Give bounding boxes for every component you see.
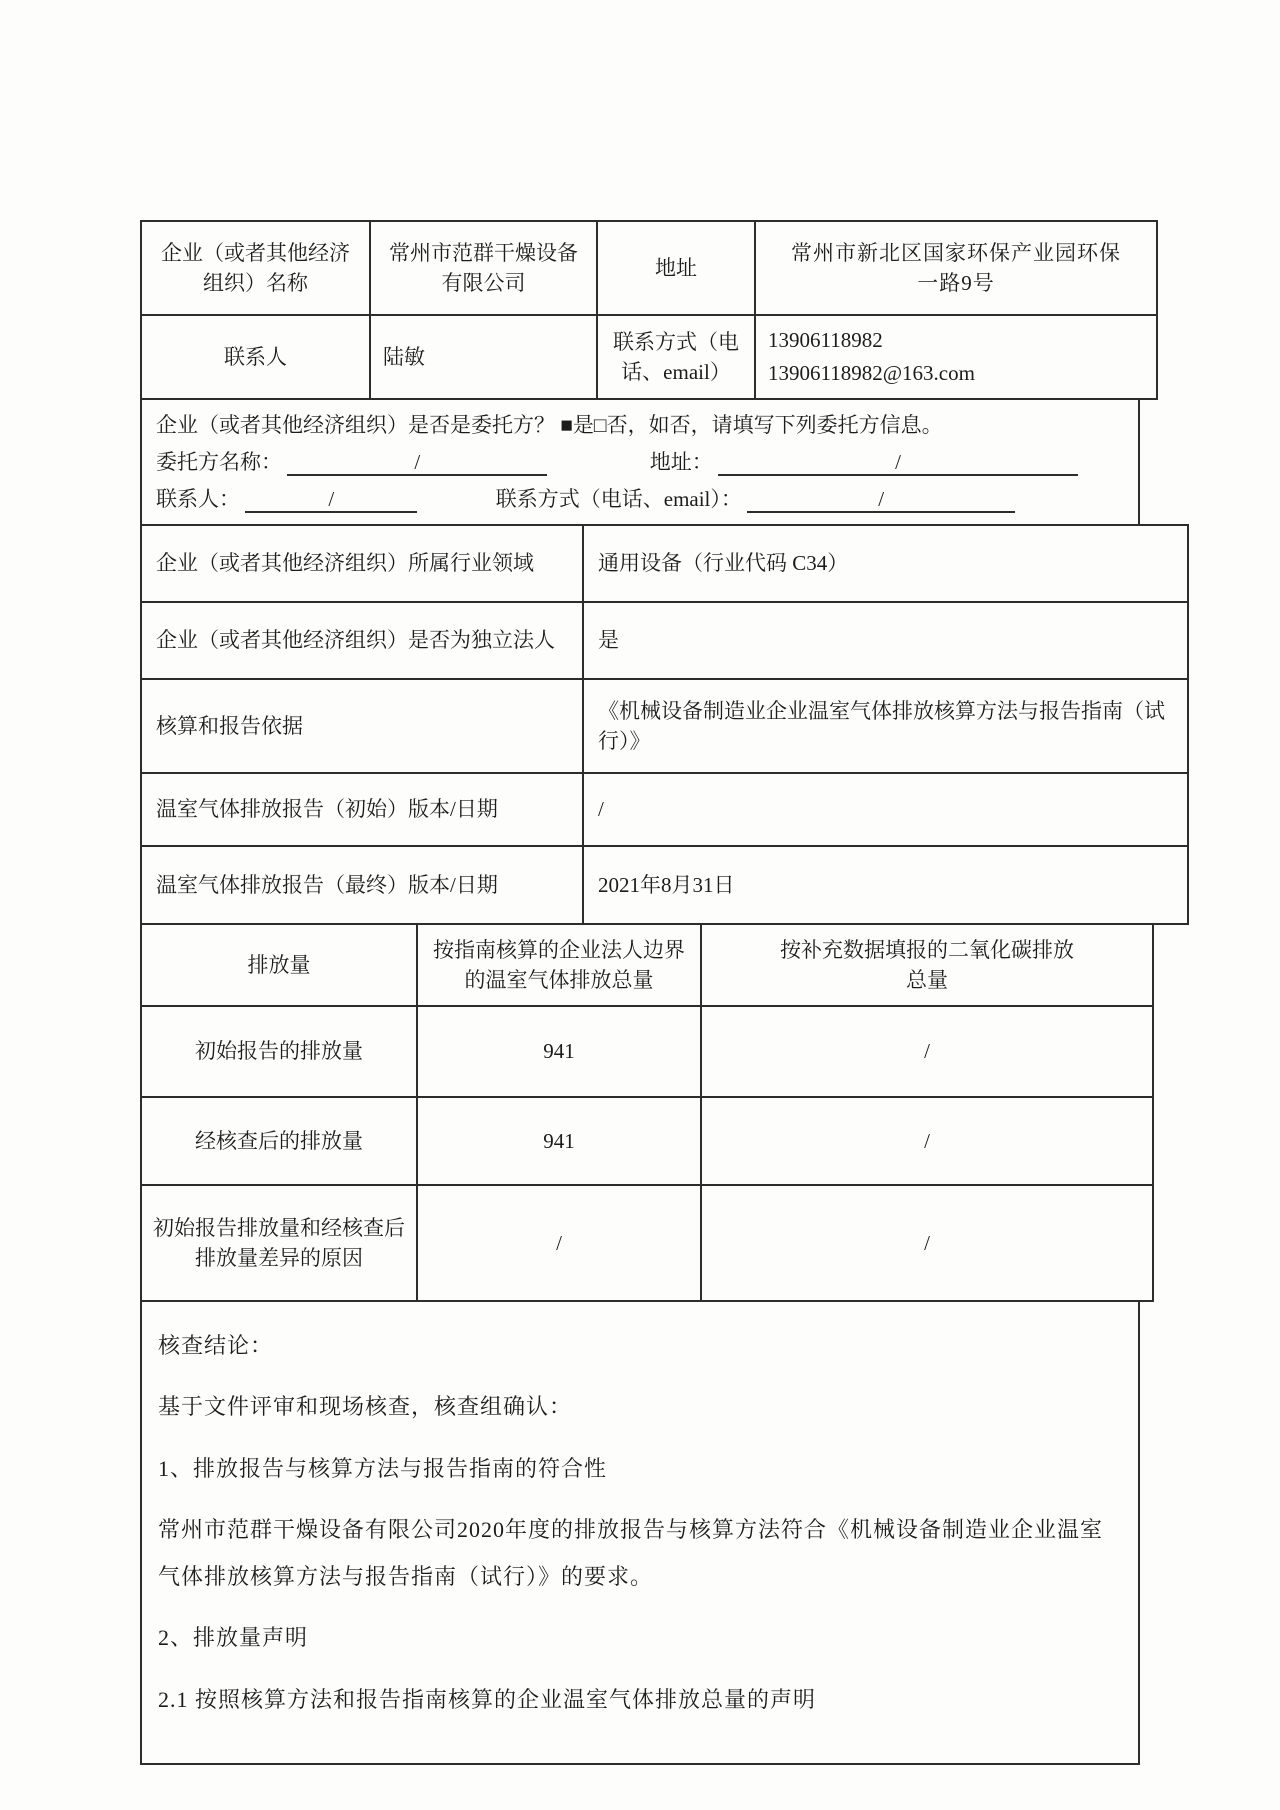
client-name-blank xyxy=(287,450,547,476)
accounting-basis-value: 《机械设备制造业企业温室气体排放核算方法与报告指南（试行）》 xyxy=(583,679,1188,773)
conclusion-line: 2、排放量声明 xyxy=(158,1625,309,1651)
table-row xyxy=(141,846,1188,924)
industry-field-label: 企业（或者其他经济组织）所属行业领域 xyxy=(141,525,583,602)
difference-reason-supplementary-value: / xyxy=(701,1185,1153,1301)
client-name-line xyxy=(156,446,1124,476)
table-row xyxy=(141,773,1188,846)
client-address-blank xyxy=(718,450,1078,476)
difference-reason-label xyxy=(141,1185,417,1301)
verified-emission-supplementary-value: / xyxy=(701,1097,1153,1185)
emissions-row-difference-reason xyxy=(141,1185,1153,1301)
final-report-version-label: 温室气体排放报告（最终）版本/日期 xyxy=(141,846,583,924)
detail-table xyxy=(140,524,1189,925)
client-question: 企业（或者其他经济组织）是否是委托方？ xyxy=(156,413,555,437)
conclusion-line: 1、排放报告与核算方法与报告指南的符合性 xyxy=(158,1455,608,1481)
table-row xyxy=(141,315,1157,399)
table-row xyxy=(141,525,1188,602)
initial-report-version-value: / xyxy=(583,773,1188,846)
address-label: 地址 xyxy=(597,221,755,315)
initial-emission-guideline-value: 941 xyxy=(417,1006,701,1097)
verification-form xyxy=(140,220,1165,1765)
emissions-col-header xyxy=(417,924,701,1006)
slash-mark: / xyxy=(878,487,885,511)
company-info-table xyxy=(140,220,1158,400)
contact-value: 陆敏 xyxy=(370,315,597,399)
address-value xyxy=(755,221,1157,315)
table-row xyxy=(141,602,1188,679)
client-contact-method-label: 联系方式（电话、email）： xyxy=(495,487,742,511)
initial-report-version-label: 温室气体排放报告（初始）版本/日期 xyxy=(141,773,583,846)
contact-method-value xyxy=(755,315,1157,399)
difference-reason-guideline-value: / xyxy=(417,1185,701,1301)
address-value-text: 常州市新北区国家环保产业园环保一路9号 xyxy=(791,240,1121,295)
company-name-label-text: 企业（或者其他经济组织）名称 xyxy=(161,240,350,295)
final-report-version-value: 2021年8月31日 xyxy=(583,846,1188,924)
difference-reason-label-text: 初始报告排放量和经核查后排放量差异的原因 xyxy=(153,1215,405,1270)
client-contact-line xyxy=(156,483,1124,513)
slash-mark: / xyxy=(414,450,421,474)
conclusion-section xyxy=(140,1300,1140,1765)
emissions-table xyxy=(140,923,1154,1302)
emissions-col-header: 排放量 xyxy=(141,924,417,1006)
contact-label: 联系人 xyxy=(141,315,370,399)
emissions-row-initial xyxy=(141,1006,1153,1097)
company-name-label xyxy=(141,221,370,315)
client-name-label: 委托方名称： xyxy=(156,450,282,474)
client-question-line xyxy=(156,409,1124,439)
contact-method-label xyxy=(597,315,755,399)
table-row xyxy=(141,679,1188,773)
client-contact-label: 联系人： xyxy=(156,487,240,511)
client-contact-method-blank xyxy=(747,487,1015,513)
emissions-row-verified xyxy=(141,1097,1153,1185)
guideline-boundary-header-text: 按指南核算的企业法人边界的温室气体排放总量 xyxy=(433,937,685,992)
conclusion-title: 核查结论： xyxy=(158,1333,274,1358)
conclusion-line: 基于文件评审和现场核查，核查组确认： xyxy=(158,1394,573,1420)
slash-mark: / xyxy=(895,450,901,474)
client-contact-blank xyxy=(245,487,417,513)
client-answer-checkboxes: ■是□否，如否，请填写下列委托方信息。 xyxy=(560,413,943,437)
phone-number: 13906118982 xyxy=(768,328,883,353)
accounting-basis-label: 核算和报告依据 xyxy=(141,679,583,773)
verified-emission-label: 经核查后的排放量 xyxy=(141,1097,417,1185)
emissions-col-header xyxy=(701,924,1153,1006)
client-address-label: 地址： xyxy=(649,450,713,474)
company-name-value xyxy=(370,221,597,315)
slash-mark: / xyxy=(328,487,335,511)
conclusion-line: 2.1 按照核算方法和报告指南核算的企业温室气体排放总量的声明 xyxy=(158,1686,817,1712)
industry-field-value: 通用设备（行业代码 C34） xyxy=(583,525,1188,602)
initial-emission-supplementary-value: / xyxy=(701,1006,1153,1097)
initial-emission-label: 初始报告的排放量 xyxy=(141,1006,417,1097)
conclusion-line: 常州市范群干燥设备有限公司2020年度的排放报告与核算方法符合《机械设备制造业企业温室气体排放核算方法与报告指南（试行）》的要求。 xyxy=(158,1516,1104,1590)
verified-emission-guideline-value: 941 xyxy=(417,1097,701,1185)
table-row xyxy=(141,221,1157,315)
independent-legal-entity-label: 企业（或者其他经济组织）是否为独立法人 xyxy=(141,602,583,679)
supplementary-data-header-text: 按补充数据填报的二氧化碳排放总量 xyxy=(780,937,1074,992)
contact-method-label-text: 联系方式（电话、email） xyxy=(613,329,739,384)
emissions-header-row xyxy=(141,924,1153,1006)
client-section xyxy=(140,398,1140,526)
company-name-value-text: 常州市范群干燥设备有限公司 xyxy=(389,240,578,295)
independent-legal-entity-value: 是 xyxy=(583,602,1188,679)
email-address: 13906118982@163.com xyxy=(768,361,975,385)
